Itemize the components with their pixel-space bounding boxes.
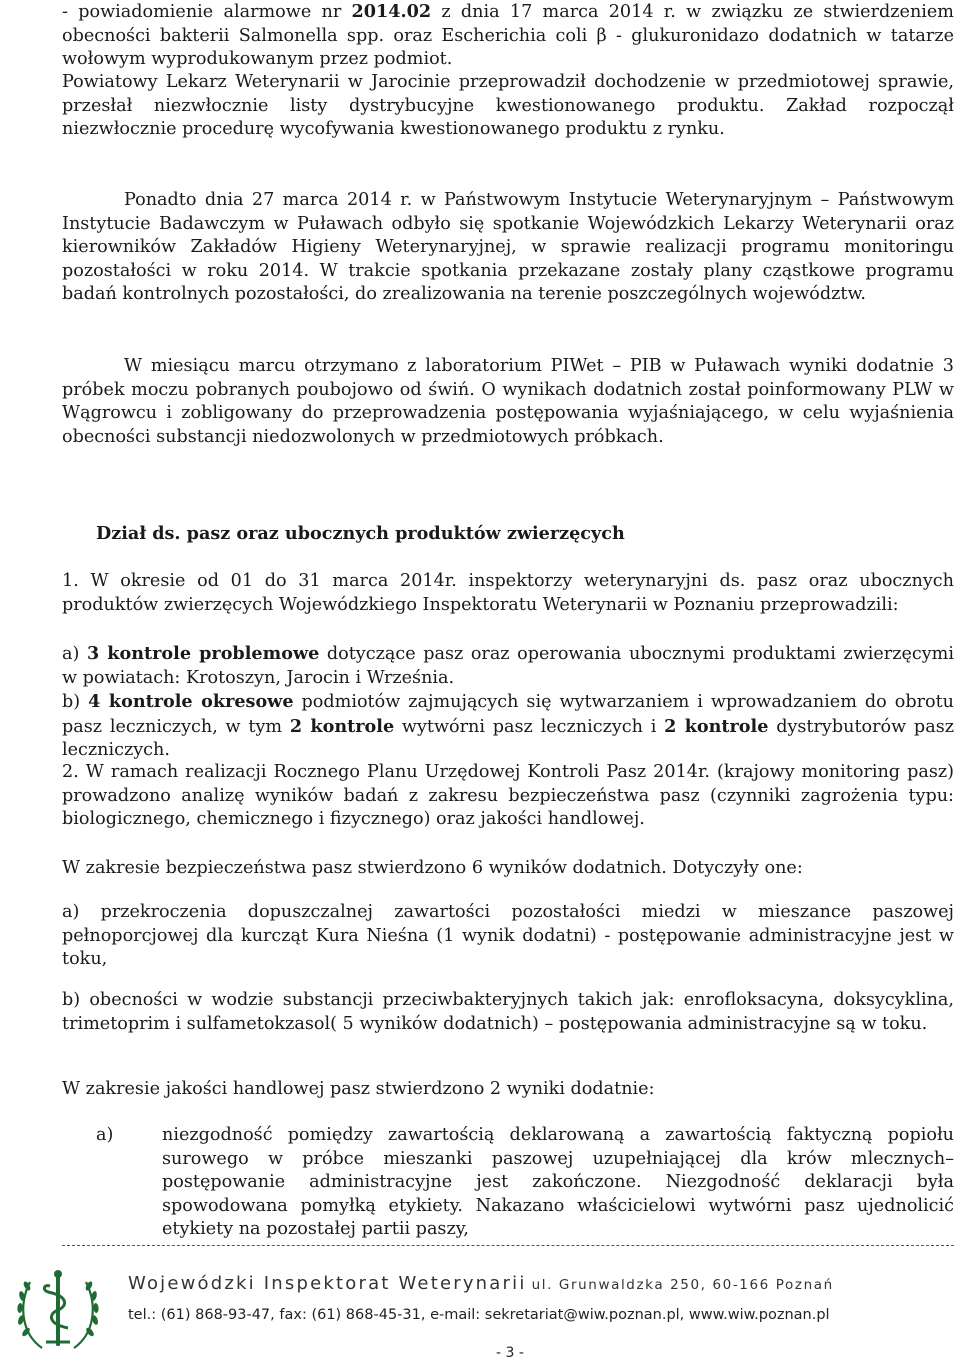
meeting-paragraph: Ponadto dnia 27 marca 2014 r. w Państwowym Instytucie Weterynaryjnym – Państwowym Instytucie Badawczym w Puławach odbyło się spotkanie Wojewódzkich Lekarzy Weterynarii oraz kierowników Zakładów Higieny Weterynaryjnej, w sprawie realizacji programu monitoringu pozostałości w roku 2014. W trakcie spotkania przekazane zostały plany cząstkowe programu badań kontrolnych pozostałości, do zrealizowania na terenie poszczególnych województw. [62, 190, 954, 305]
alert-number: 2014.02 [351, 1, 432, 22]
inspections-intro: 1. W okresie od 01 do 31 marca 2014r. inspektorzy weterynaryjni ds. pasz oraz ubocznych produktów zwierzęcych Wojewódzkiego Inspektoratu Weterynarii w Poznaniu przeprowadzili: [62, 571, 954, 615]
organization-name: Wojewódzki Inspektorat Weterynarii [128, 1273, 527, 1294]
list-text: niezgodność pomiędzy zawartością deklarowaną a zawartością faktyczną popiołu surowego w próbce mieszanki paszowej uzupełniającej dla krów mlecznych– postępowanie administracyjne jest zakończone. Niezgodność deklaracji była spowodowana pomyłką etykiety. Nakazano właścicielowi wytwórni pasz ujednolicić etykiety na pozostałej partii paszy, [162, 1125, 954, 1240]
quality-summary: W zakresie jakości handlowej pasz stwierdzono 2 wyniki dodatnie: [62, 1079, 655, 1099]
lab-results-paragraph: W miesiącu marcu otrzymano z laboratorium PIWet – PIB w Puławach wyniki dodatnie 3 próbek moczu pobranych poubojowo od świń. O wynikach dodatnich został poinformowany PLW w Wągrowcu i zobligowany do przeprowadzenia postępowania wyjaśniającego, w celu wyjaśnienia obecności substancji niedozwolonych w przedmiotowych próbkach. [62, 356, 954, 447]
safety-summary: W zakresie bezpieczeństwa pasz stwierdzono 6 wyników dodatnich. Dotyczyły one: [62, 858, 803, 878]
footer-divider [62, 1245, 954, 1246]
footer-contact: tel.: (61) 868-93-47, fax: (61) 868-45-31, e-mail: sekretariat@wiw.poznan.pl, www.wiw.poznan.pl [128, 1307, 830, 1323]
antibacterial-finding: b) obecności w wodzie substancji przeciwbakteryjnych takich jak: enrofloksacyna, doksycyklina, trimetoprim i sulfametokzasol( 5 wyników dodatnich) – postępowania administracyjne są w toku. [62, 990, 954, 1034]
footer-organization [128, 1273, 834, 1294]
investigation-paragraph: Powiatowy Lekarz Weterynarii w Jarocinie przeprowadził dochodzenie w przedmiotowej sprawie, przesłał niezwłocznie listy dystrybucyjne kwestionowanego produktu. Zakład rozpoczął niezwłocznie procedurę wycofywania kwestionowanego produktu z rynku. [62, 72, 954, 140]
veterinary-emblem-logo [12, 1262, 104, 1358]
page-number: - 3 - [496, 1345, 524, 1361]
quality-finding-a [96, 1124, 954, 1242]
copper-finding: a) przekroczenia dopuszczalnej zawartości pozostałości miedzi w mieszance paszowej pełnoporcjowej dla kurcząt Kura Nieśna (1 wynik dodatni) - postępowanie administracyjne jest w toku, [62, 902, 954, 970]
organization-address: ul. Grunwaldzka 250, 60-166 Poznań [531, 1277, 834, 1293]
periodic-controls-item: b) 4 kontrole okresowe podmiotów zajmujących się wytwarzaniem i wprowadzaniem do obrotu pasz leczniczych, w tym 2 kontrole wytwórni pasz leczniczych i 2 kontrole dystrybutorów pasz leczniczych. [62, 691, 954, 761]
alert-paragraph [62, 0, 954, 72]
periodic-controls-count: 4 kontrole okresowe [88, 691, 294, 712]
alert-text-rest: z dnia 17 marca 2014 r. w związku ze stwierdzeniem obecności bakterii Salmonella spp. oraz Escherichia coli β - glukuronidazo dodatnich w tatarze wołowym wyprodukowanym przez podmiot. [62, 2, 954, 70]
monitoring-paragraph: 2. W ramach realizacji Rocznego Planu Urzędowej Kontroli Pasz 2014r. (krajowy monitoring pasz) prowadzono analizę wyników badań z zakresu bezpieczeństwa pasz (czynniki zagrożenia typu: biologicznego, chemicznego i fizycznego) oraz jakości handlowej. [62, 762, 954, 830]
problem-controls-item: a) 3 kontrole problemowe dotyczące pasz oraz operowania ubocznymi produktami zwierzęcymi w powiatach: Krotoszyn, Jarocin i Września. [62, 643, 954, 688]
problem-controls-count: 3 kontrole problemowe [86, 643, 320, 664]
list-label: a) [96, 1125, 114, 1145]
alert-text-start: - powiadomienie alarmowe nr [62, 2, 352, 22]
section-heading: Dział ds. pasz oraz ubocznych produktów zwierzęcych [96, 523, 625, 544]
